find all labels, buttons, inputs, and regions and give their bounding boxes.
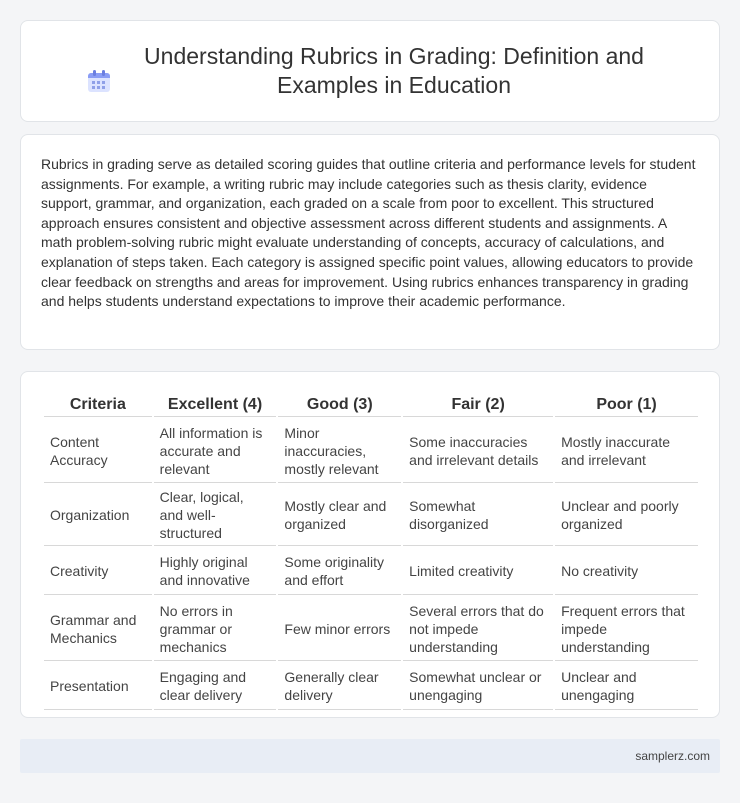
table-cell: Unclear and unengaging: [555, 663, 698, 710]
rubric-table: [42, 393, 700, 712]
description-text: Rubrics in grading serve as detailed scoring guides that outline criteria and performance levels for student assignments. For example, a writing rubric may include categories such as thesis clarity, evidence support, grammar, and organization, each graded on a scale from poor to excellent. This structured approach ensures consistent and objective assessment across different students and assignments. A math problem-solving rubric might evaluate understanding of concepts, accuracy of calculations, and explanation of steps taken. Each category is assigned specific point values, allowing educators to provide clear feedback on strengths and areas for improvement. Using rubrics enhances transparency in grading and helps students understand expectations to improve their academic performance.: [41, 156, 696, 310]
table-cell: Clear, logical, and well-structured: [154, 485, 277, 546]
table-cell: Several errors that do not impede understanding: [403, 597, 553, 661]
rubric-table-card: [20, 371, 720, 718]
table-cell: Some originality and effort: [278, 548, 401, 595]
table-cell: Unclear and poorly organized: [555, 485, 698, 546]
header-criteria: Criteria: [44, 395, 152, 417]
table-cell: All information is accurate and relevant: [154, 419, 277, 483]
footer: [20, 739, 720, 773]
table-cell: Grammar and Mechanics: [44, 597, 152, 661]
table-cell: Content Accuracy: [44, 419, 152, 483]
table-cell: Somewhat disorganized: [403, 485, 553, 546]
table-cell: Organization: [44, 485, 152, 546]
table-cell: Creativity: [44, 548, 152, 595]
table-row: [44, 548, 698, 595]
header-poor: Poor (1): [555, 395, 698, 417]
table-row: [44, 597, 698, 661]
table-row: [44, 663, 698, 710]
header-excellent: Excellent (4): [154, 395, 277, 417]
table-cell: Limited creativity: [403, 548, 553, 595]
calendar-icon: [86, 68, 112, 94]
header-fair: Fair (2): [403, 395, 553, 417]
header-good: Good (3): [278, 395, 401, 417]
footer-site-link[interactable]: samplerz.com: [635, 749, 710, 763]
table-cell: Mostly inaccurate and irrelevant: [555, 419, 698, 483]
table-cell: Engaging and clear delivery: [154, 663, 277, 710]
table-cell: Few minor errors: [278, 597, 401, 661]
table-cell: Minor inaccuracies, mostly relevant: [278, 419, 401, 483]
table-cell: Frequent errors that impede understanding: [555, 597, 698, 661]
table-cell: Some inaccuracies and irrelevant details: [403, 419, 553, 483]
page-title: Understanding Rubrics in Grading: Definition and Examples in Education: [144, 43, 644, 98]
table-header-row: [44, 395, 698, 417]
description-card: [20, 134, 720, 350]
table-cell: No creativity: [555, 548, 698, 595]
table-row: [44, 419, 698, 483]
table-cell: Highly original and innovative: [154, 548, 277, 595]
title-card: [20, 20, 720, 122]
table-cell: Generally clear delivery: [278, 663, 401, 710]
table-cell: Mostly clear and organized: [278, 485, 401, 546]
table-cell: Presentation: [44, 663, 152, 710]
table-cell: Somewhat unclear or unengaging: [403, 663, 553, 710]
table-cell: No errors in grammar or mechanics: [154, 597, 277, 661]
table-row: [44, 485, 698, 546]
